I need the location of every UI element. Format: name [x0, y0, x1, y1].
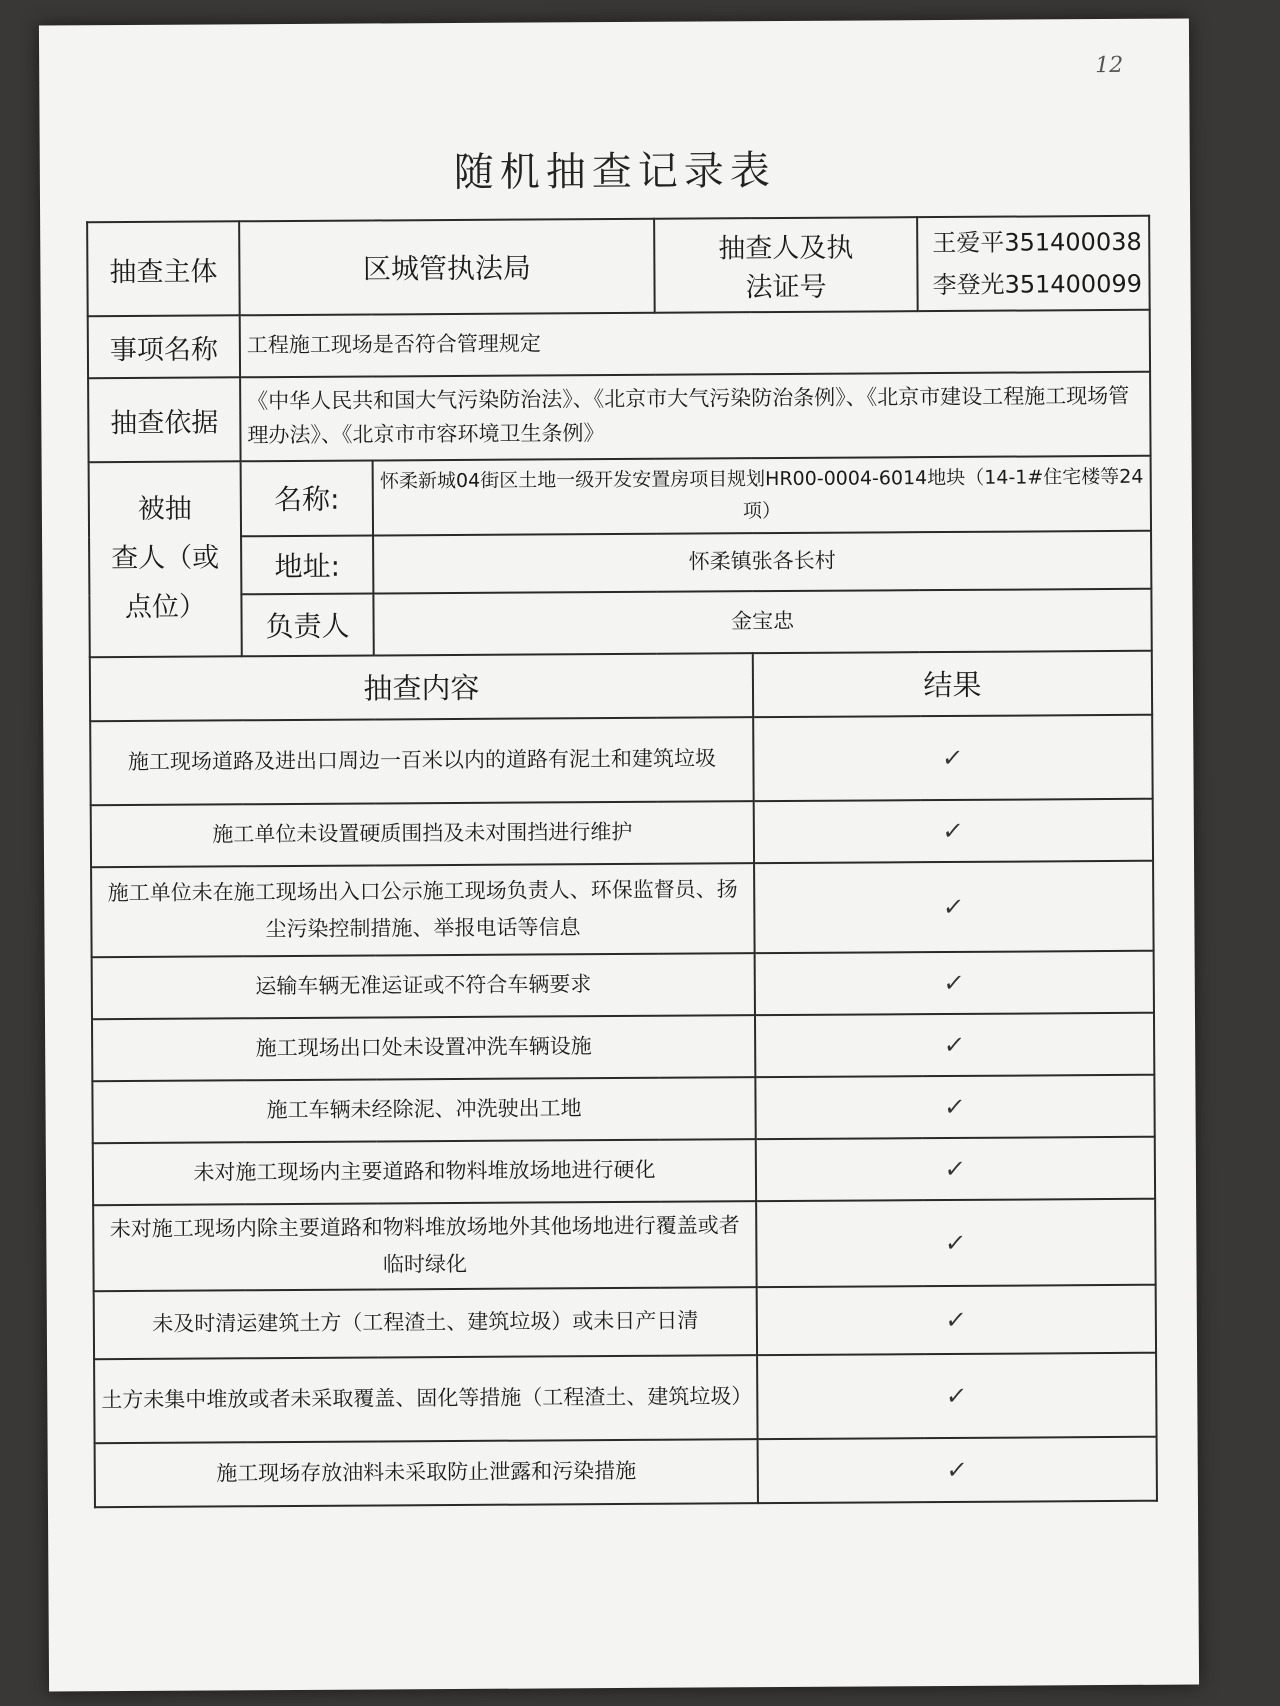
checkmark-icon: ✓	[942, 1030, 967, 1059]
checklist-row	[93, 1198, 1156, 1290]
checklist-result	[755, 1012, 1154, 1076]
basis-row	[88, 372, 1151, 462]
basis-label: 抽查依据	[88, 377, 241, 462]
inspector-label	[654, 217, 918, 313]
checkmark-icon: ✓	[944, 1305, 969, 1334]
checklist-result	[756, 1136, 1155, 1200]
address-value: 怀柔镇张各长村	[373, 530, 1151, 593]
inspector-label-line-1: 抽查人及执	[718, 232, 854, 265]
inspected-label-line-1: 被抽	[137, 494, 192, 526]
checklist-row	[91, 860, 1154, 956]
checkmark-icon: ✓	[942, 968, 967, 997]
item-name-value: 工程施工现场是否符合管理规定	[240, 310, 1150, 378]
content-header: 抽查内容	[90, 653, 753, 721]
checklist-row	[94, 1284, 1156, 1358]
checklist-body	[90, 714, 1157, 1506]
page-title: 随机抽查记录表	[453, 148, 776, 196]
checkmark-icon: ✓	[943, 1092, 967, 1121]
checklist-row	[95, 1436, 1157, 1506]
checklist-result	[757, 1284, 1156, 1354]
inspected-name-row	[89, 456, 1151, 537]
checklist-content: 运输车辆无准运证或不符合车辆要求	[92, 953, 755, 1019]
checklist-content: 施工现场存放油料未采取防止泄露和污染措施	[95, 1439, 758, 1507]
person-value: 金宝忠	[373, 588, 1151, 655]
checklist-content: 施工单位未设置硬质围挡及未对围挡进行维护	[91, 801, 754, 867]
checklist-row	[91, 798, 1153, 866]
checklist-content: 施工现场出口处未设置冲洗车辆设施	[92, 1015, 755, 1081]
checklist-result	[754, 798, 1153, 862]
checklist-row	[92, 1074, 1154, 1142]
checkmark-icon: ✓	[941, 892, 966, 921]
checkmark-icon: ✓	[941, 816, 966, 845]
item-name-row	[88, 310, 1150, 378]
checklist-result	[753, 714, 1153, 800]
checklist-result	[754, 860, 1154, 952]
inspected-person-row	[89, 588, 1151, 656]
checklist-content: 施工单位未在施工现场出入口公示施工现场负责人、环保监督员、扬尘污染控制措施、举报电话等信息	[91, 863, 755, 957]
checklist-header-row	[90, 650, 1152, 720]
checklist-result	[757, 1352, 1157, 1438]
checkmark-icon: ✓	[944, 1381, 969, 1410]
checklist-result	[755, 950, 1154, 1014]
checklist-content: 未对施工现场内主要道路和物料堆放场地进行硬化	[93, 1139, 756, 1205]
checklist-row	[90, 714, 1153, 804]
inspectors-value	[917, 216, 1150, 311]
checkmark-icon: ✓	[945, 1455, 970, 1484]
subject-label: 抽查主体	[87, 221, 240, 316]
inspector-1: 王爱平351400038	[932, 227, 1142, 258]
checklist-row	[94, 1352, 1157, 1442]
checkmark-icon: ✓	[943, 1154, 968, 1183]
checklist-content: 未及时清运建筑土方（工程渣土、建筑垃圾）或未日产日清	[94, 1287, 757, 1359]
checklist-row	[92, 950, 1154, 1018]
checklist-row	[92, 1012, 1154, 1080]
inspection-record-table	[86, 215, 1158, 1508]
address-label: 地址:	[241, 535, 373, 594]
inspected-party-label	[89, 461, 242, 657]
subject-value: 区城管执法局	[239, 219, 655, 316]
checklist-content: 土方未集中堆放或者未采取覆盖、固化等措施（工程渣土、建筑垃圾）	[94, 1355, 758, 1443]
checkmark-icon: ✓	[940, 743, 965, 772]
name-value: 怀柔新城04街区土地一级开发安置房项目规划HR00-0004-6014地块（14-1#住宅楼等24项）	[373, 456, 1151, 535]
item-name-label: 事项名称	[88, 315, 240, 378]
checklist-content: 施工现场道路及进出口周边一百米以内的道路有泥土和建筑垃圾	[90, 717, 754, 805]
basis-value: 《中华人民共和国大气污染防治法》、《北京市大气污染防治条例》、《北京市建设工程施工现场管理办法》、《北京市市容环境卫生条例》	[240, 372, 1151, 462]
name-label: 名称:	[241, 460, 373, 535]
page-number: 12	[1095, 52, 1124, 79]
checklist-result	[756, 1198, 1156, 1286]
inspected-label-line-3: 点位）	[124, 591, 207, 623]
inspector-label-line-2: 法证号	[745, 271, 827, 304]
checklist-row	[93, 1136, 1155, 1204]
inspected-label-line-2: 查人（或	[111, 542, 220, 575]
checklist-content: 施工车辆未经除泥、冲洗驶出工地	[92, 1077, 755, 1143]
result-header: 结果	[753, 650, 1152, 716]
checklist-result	[758, 1436, 1157, 1502]
inspector-2: 李登光351400099	[932, 269, 1143, 300]
document-page	[39, 19, 1199, 1692]
checkmark-icon: ✓	[943, 1228, 968, 1257]
inspected-address-row	[89, 530, 1151, 594]
subject-row	[87, 216, 1150, 316]
person-label: 负责人	[241, 593, 373, 656]
checklist-content: 未对施工现场内除主要道路和物料堆放场地外其他场地进行覆盖或者临时绿化	[93, 1201, 757, 1291]
checklist-result	[755, 1074, 1154, 1138]
